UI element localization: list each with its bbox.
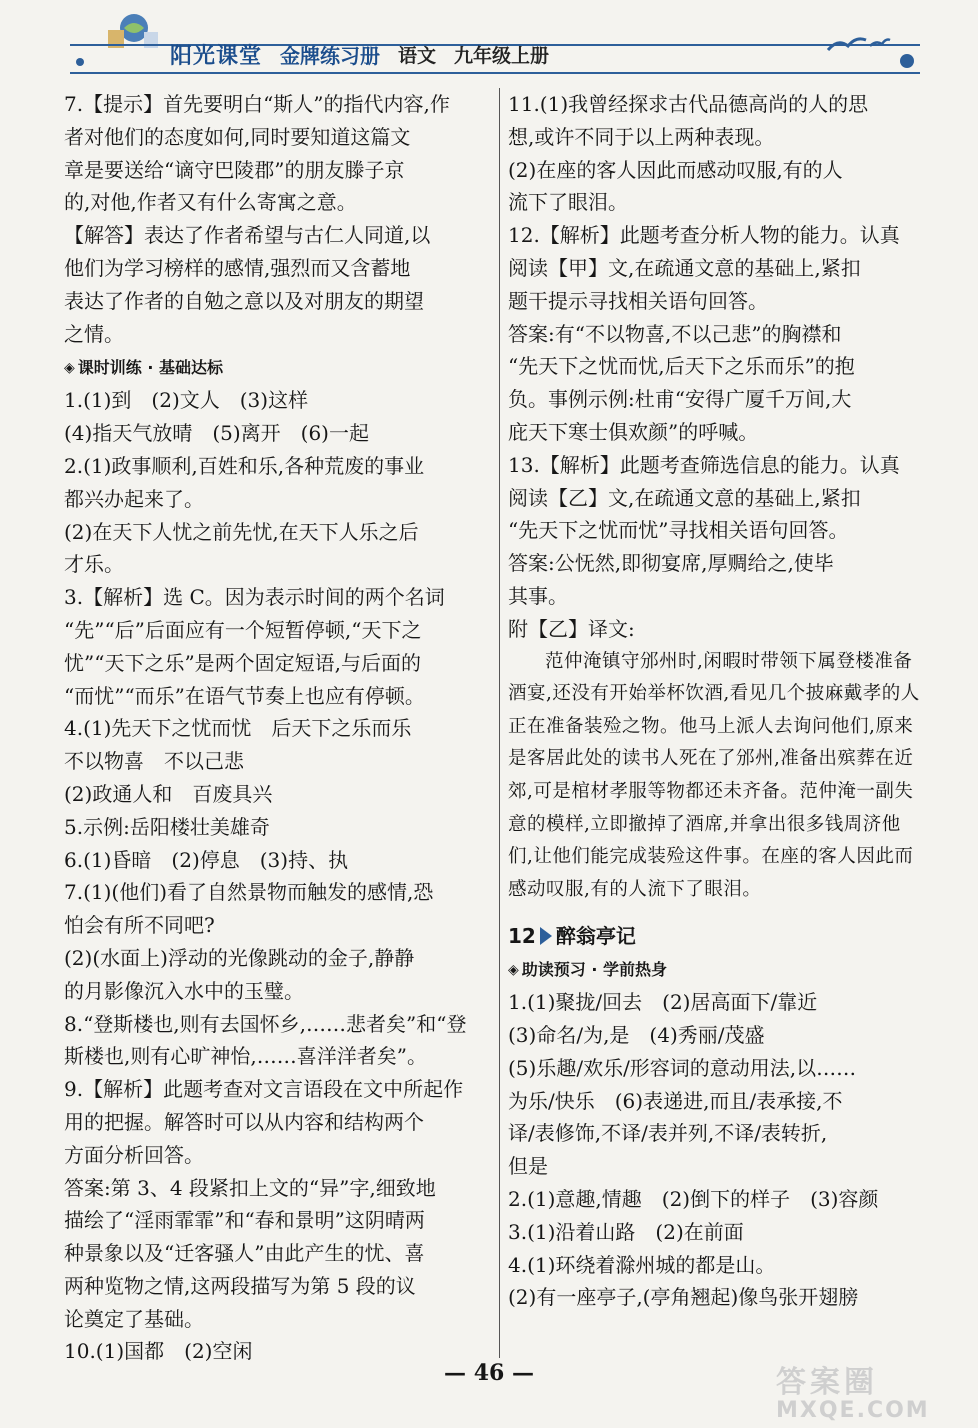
answer-line: 流下了眼泪。 [508, 190, 628, 215]
answer-line: 7.【提示】首先要明白“斯人”的指代内容,作 [64, 92, 450, 116]
answer-line: 答案:公怃然,即彻宴席,厚赒给之,使毕 [508, 551, 834, 576]
translation-paragraph: 范仲淹镇守邠州时,闲暇时带领下属登楼准备酒宴,还没有开始举杯饮酒,看见几个披麻戴孝的人正在准备装殓之物。他马上派人去询问他们,原来是客居此处的读书人死在了邠州,准备出殡葬在近郊,可是棺材孝服等物都还未齐备。范仲淹一副失意的模样,立即撤掉了酒席,并拿出很多钱周济他们,让他们能完成装殓这件事。在座的客人因此而感动叹服,有的人流下了眼泪。 [508, 650, 920, 900]
birds-icon [826, 30, 892, 60]
answer-line: 【解答】表达了作者希望与古仁人同道,以 [64, 223, 431, 248]
answer-line: 7.(1)(他们)看了自然景物而触发的感情,恐 [64, 880, 434, 905]
answer-line: 附【乙】译文: [508, 616, 635, 641]
answer-line: 阅读【甲】文,在疏通文意的基础上,紧扣 [508, 255, 861, 280]
column-divider [499, 88, 500, 1358]
section-marker-icon: ◈ [508, 962, 519, 979]
answer-line: 忧”“天下之乐”是两个固定短语,与后面的 [64, 650, 422, 675]
answer-line: 4.(1)环绕着滁州城的都是山。 [508, 1252, 776, 1277]
answer-line: 种景象以及“迁客骚人”由此产生的忧、喜 [64, 1241, 425, 1266]
answer-line: (2)在座的客人因此而感动叹服,有的人 [508, 157, 843, 182]
answer-line: 13.【解析】此题考查筛选信息的能力。认真 [508, 452, 900, 477]
right-column [508, 88, 924, 1314]
answer-line: 都兴办起来了。 [64, 486, 204, 511]
answer-line: (2)在天下人忧之前先忧,在天下人乐之后 [64, 519, 419, 544]
left-column [64, 88, 492, 1368]
answer-line: 怕会有所不同吧? [64, 913, 215, 938]
answer-line: 9.【解析】此题考查对文言语段在文中所起作 [64, 1077, 464, 1102]
chevron-right-icon [540, 927, 552, 945]
answer-line: 12.【解析】此题考查分析人物的能力。认真 [508, 223, 900, 248]
answer-line: 负。事例示例:杜甫“安得广厦千万间,大 [508, 387, 852, 412]
answer-line: (3)命名/为,是 (4)秀丽/茂盛 [508, 1023, 765, 1048]
answer-line: 两种览物之情,这两段描写为第 5 段的议 [64, 1273, 416, 1298]
answer-line: 为乐/快乐 (6)表递进,而且/表承接,不 [508, 1088, 843, 1113]
chapter-heading [508, 920, 924, 952]
answer-line: 不以物喜 不以己悲 [64, 749, 244, 774]
section-heading [64, 354, 492, 382]
section-heading-text: 助读预习 · 学前热身 [521, 960, 668, 980]
section-heading-text: 课时训练 · 基础达标 [77, 358, 224, 378]
answer-line: “先”“后”后面应有一个短暂停顿,“天下之 [64, 617, 422, 642]
answer-line: 章是要送给“谪守巴陵郡”的朋友滕子京 [64, 157, 405, 182]
answer-line: 答案:第 3、4 段紧扣上文的“异”字,细致地 [64, 1175, 436, 1200]
answer-line: 5.示例:岳阳楼壮美雄奇 [64, 814, 270, 839]
answer-line: (2)有一座亭子,(亭角翘起)像鸟张开翅膀 [508, 1285, 859, 1310]
answer-line: 的月影像沉入水中的玉璧。 [64, 978, 304, 1003]
answer-line: 3.(1)沿着山路 (2)在前面 [508, 1219, 744, 1244]
answer-line: “先天下之忧而忧,后天下之乐而乐”的抱 [508, 354, 855, 379]
answer-line: 题干提示寻找相关语句回答。 [508, 288, 768, 313]
answer-line: 描绘了“淫雨霏霏”和“春和景明”这阴晴两 [64, 1208, 425, 1233]
answer-line: 11.(1)我曾经探求古代品德高尚的人的思 [508, 92, 869, 116]
series-title: 金牌练习册 [280, 43, 381, 68]
answer-line: 6.(1)昏暗 (2)停息 (3)持、执 [64, 847, 349, 872]
header-dot-right [900, 54, 914, 68]
answer-line: 答案:有“不以物喜,不以己悲”的胸襟和 [508, 321, 842, 346]
answer-line: 其事。 [508, 583, 568, 608]
answer-line: 1.(1)到 (2)文人 (3)这样 [64, 388, 309, 413]
answer-line: (5)乐趣/欢乐/形容词的意动用法,以…… [508, 1055, 857, 1080]
answer-line: 斯楼也,则有心旷神怡,……喜洋洋者矣”。 [64, 1044, 427, 1069]
chapter-title: 醉翁亭记 [555, 924, 636, 949]
answer-line: 8.“登斯楼也,则有去国怀乡,……悲者矣”和“登 [64, 1011, 467, 1036]
answer-line: “先天下之忧而忧”寻找相关语句回答。 [508, 518, 849, 543]
answer-line: 2.(1)意趣,情趣 (2)倒下的样子 (3)容颜 [508, 1187, 879, 1212]
answer-line: 但是 [508, 1154, 548, 1179]
subject-label: 语文 [398, 44, 437, 67]
page-number: — 46 — [444, 1360, 534, 1386]
answer-line: 表达了作者的自勉之意以及对朋友的期望 [64, 288, 424, 313]
answer-line: 用的把握。解答时可以从内容和结构两个 [64, 1109, 424, 1134]
answer-line: (2)政通人和 百废具兴 [64, 781, 273, 806]
answer-line: 他们为学习榜样的感情,强烈而又含蓄地 [64, 255, 411, 280]
answer-line: 者对他们的态度如何,同时要知道这篇文 [64, 124, 411, 149]
section-marker-icon: ◈ [64, 360, 75, 377]
answer-line: 4.(1)先天下之忧而忧 后天下之乐而乐 [64, 716, 412, 741]
watermark-line1: 答案圈 [776, 1365, 878, 1400]
answer-line: 阅读【乙】文,在疏通文意的基础上,紧扣 [508, 485, 861, 510]
answer-line: “而忧”“而乐”在语气节奏上也应有停顿。 [64, 683, 425, 708]
answer-line: 1.(1)聚拢/回去 (2)居高面下/靠近 [508, 990, 818, 1015]
answer-line: 之情。 [64, 321, 124, 346]
watermark [776, 1365, 972, 1426]
answer-line: 10.(1)国都 (2)空闲 [64, 1339, 253, 1364]
answer-line: 3.【解析】选 C。因为表示时间的两个名词 [64, 585, 445, 610]
answer-line: 庇天下寒士俱欢颜”的呼喊。 [508, 419, 759, 444]
answer-line: 方面分析回答。 [64, 1142, 204, 1167]
grade-label: 九年级上册 [454, 44, 550, 67]
watermark-line2: MXQE.COM [776, 1398, 930, 1423]
answer-line: 论奠定了基础。 [64, 1306, 204, 1331]
answer-line: (4)指天气放晴 (5)离开 (6)一起 [64, 421, 369, 446]
answer-line: 想,或许不同于以上两种表现。 [508, 124, 775, 149]
answer-line: 2.(1)政事顺利,百姓和乐,各种荒废的事业 [64, 453, 425, 478]
answer-line: 译/表修饰,不译/表并列,不译/表转折, [508, 1121, 828, 1146]
answer-line: (2)(水面上)浮动的光像跳动的金子,静静 [64, 945, 415, 970]
section-heading [508, 956, 924, 984]
answer-line: 才乐。 [64, 552, 124, 577]
brand-title: 阳光课堂 [170, 43, 263, 69]
header-dot-left [76, 58, 84, 66]
page-header [0, 0, 978, 80]
answer-line: 的,对他,作者又有什么寄寓之意。 [64, 190, 357, 215]
chapter-number: 12 [508, 924, 536, 949]
